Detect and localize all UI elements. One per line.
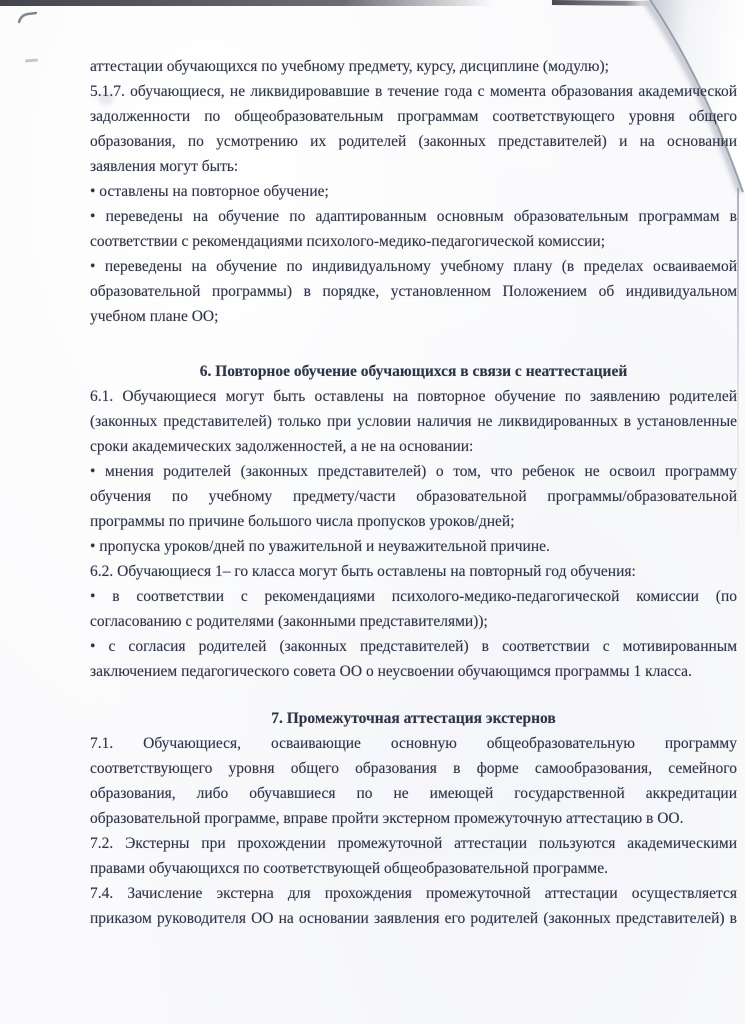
paragraph-gap [90,684,737,706]
text-line: 6.1. Обучающиеся могут быть оставлены на повторное обучение по заявлению родителей [90,388,737,405]
text-line: заключением педагогического совета ОО о неусвоении обучающимся программы 1 класса. [90,663,692,680]
text-line: 5.1.7. обучающиеся, не ликвидировавшие в течение года с момента образования академической [90,83,737,100]
text-line: • мнения родителей (законных представителей) о том, что ребенок не освоил программу [90,463,737,480]
text-line: задолженности по общеобразовательным программам соответствующего уровня общего [90,108,737,125]
scan-top-edge-band [0,0,492,6]
pen-mark-2 [25,59,38,63]
text-line: программы по причине большого числа пропусков уроков/дней; [90,513,515,530]
text-line: • с согласия родителей (законных представителей) в соответствии с мотивированным [90,638,737,655]
text-line: образования, по усмотрению их родителей (законных представителей) и на основании [90,133,737,150]
text-line: 7.2. Экстерны при прохождении промежуточной аттестации пользуются академическими [90,835,737,852]
text-line: (законных представителей) только при условии наличия не ликвидированных в установленные [90,413,737,430]
text-line: 7.1. Обучающиеся, осваивающие основную общеобразовательную программу [90,735,737,752]
text-line: • в соответствии с рекомендациями психолого-медико-педагогической комиссии (по [90,588,737,605]
text-line: образовательной программы) в порядке, установленном Положением об индивидуальном [90,283,737,300]
text-line: приказом руководителя ОО на основании заявления его родителей (законных представителей) в [90,910,737,927]
text-line: образовательной программе, вправе пройти экстерном промежуточную аттестацию в ОО. [90,810,684,827]
text-flow [90,54,737,931]
text-line: • переведены на обучение по индивидуальному учебному плану (в пределах осваиваемой [90,258,737,275]
text-line: согласованию с родителями (законными представителями)); [90,613,488,630]
text-line: образования, либо обучавшиеся по не имеющей государственной аккредитации [90,785,737,802]
text-line: сроки академических задолженностей, а не на основании: [90,438,474,455]
pen-mark-icon [16,9,46,27]
text-line: аттестации обучающихся по учебному предмету, курсу, дисциплине (модулю); [90,58,609,75]
text-line: 7.4. Зачисление экстерна для прохождения промежуточной аттестации осуществляется [90,885,737,902]
section-heading: 6. Повторное обучение обучающихся в связи с неаттестацией [199,363,628,380]
text-line: 6.2. Обучающиеся 1– го класса могут быть оставлены на повторный год обучения: [90,563,636,580]
page-edge-line [737,188,739,560]
section-heading: 7. Промежуточная аттестация экстернов [271,710,556,727]
text-line: соответствии с рекомендациями психолого-медико-педагогической комиссии; [90,233,606,250]
text-line: учебном плане ОО; [90,308,219,325]
text-line: • оставлены на повторное обучение; [90,183,329,200]
text-line: • переведены на обучение по адаптированным основным образовательным программам в [90,208,737,225]
text-line: правами обучающихся по соответствующей общеобразовательной программе. [90,860,608,877]
text-line: обучения по учебному предмету/части образовательной программы/образовательной [90,488,737,505]
paragraph-gap [90,329,737,359]
text-line: • пропуска уроков/дней по уважительной и неуважительной причине. [90,538,550,555]
text-line: соответствующего уровня общего образования в форме самообразования, семейного [90,760,737,777]
text-line: заявления могут быть: [90,158,239,175]
